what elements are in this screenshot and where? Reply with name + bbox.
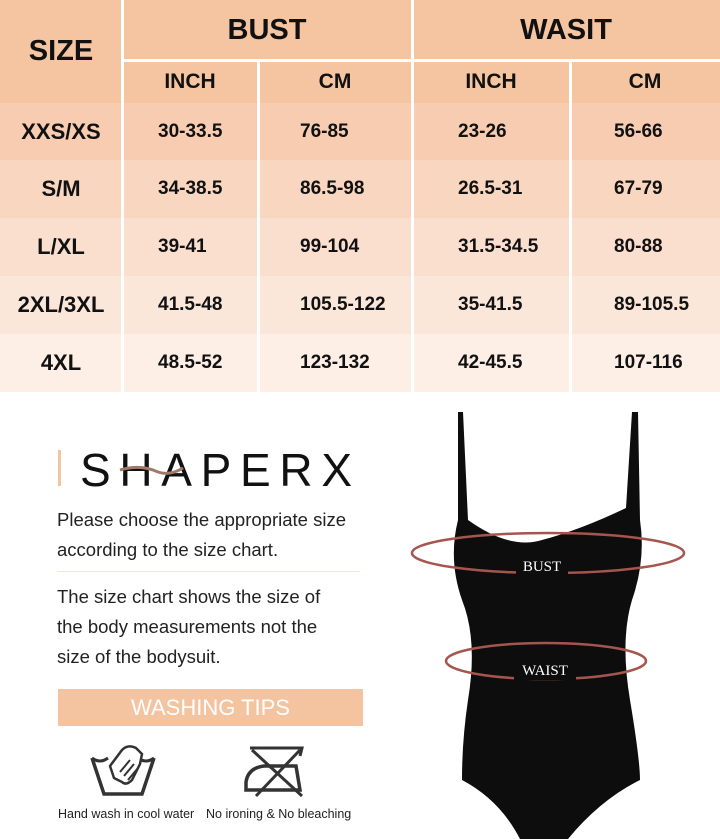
hand-wash-icon bbox=[88, 742, 158, 798]
column-divider bbox=[569, 60, 572, 392]
note-line-3: The size chart shows the size of bbox=[57, 586, 321, 607]
no-iron-icon bbox=[242, 746, 308, 798]
value-cell: 35-41.5 bbox=[412, 276, 570, 334]
value-cell: 107-116 bbox=[570, 334, 720, 392]
no-iron-label: No ironing & No bleaching bbox=[206, 807, 352, 821]
svg-text:SHAPERX: SHAPERX bbox=[80, 446, 355, 492]
brand-logo bbox=[58, 446, 358, 492]
value-cell: 89-105.5 bbox=[570, 276, 720, 334]
value-cell: 34-38.5 bbox=[122, 160, 258, 218]
hand-wash-label: Hand wash in cool water bbox=[58, 807, 195, 821]
size-header: SIZE bbox=[0, 0, 122, 103]
unit-header: INCH bbox=[122, 60, 258, 103]
value-cell: 48.5-52 bbox=[122, 334, 258, 392]
note-line-5: size of the bodysuit. bbox=[57, 646, 221, 667]
header-divider bbox=[122, 59, 720, 62]
value-cell: 67-79 bbox=[570, 160, 720, 218]
value-cell: 105.5-122 bbox=[258, 276, 412, 334]
column-divider bbox=[257, 60, 260, 392]
value-cell: 99-104 bbox=[258, 218, 412, 276]
unit-header: CM bbox=[258, 60, 412, 103]
value-cell: 123-132 bbox=[258, 334, 412, 392]
value-cell: 41.5-48 bbox=[122, 276, 258, 334]
unit-header: INCH bbox=[412, 60, 570, 103]
divider bbox=[57, 571, 360, 572]
value-cell: 31.5-34.5 bbox=[412, 218, 570, 276]
value-cell: 76-85 bbox=[258, 103, 412, 160]
value-cell: 39-41 bbox=[122, 218, 258, 276]
waist-header: WASIT bbox=[412, 0, 720, 60]
note-line-1: Please choose the appropriate size bbox=[57, 509, 346, 530]
size-cell: XXS/XS bbox=[0, 103, 122, 160]
size-cell: 4XL bbox=[0, 334, 122, 392]
note-line-2: according to the size chart. bbox=[57, 539, 279, 560]
bust-label: BUST bbox=[522, 559, 562, 575]
unit-header: CM bbox=[570, 60, 720, 103]
washing-tips-banner: WASHING TIPS bbox=[58, 689, 363, 726]
bodysuit-figure bbox=[400, 400, 720, 839]
value-cell: 26.5-31 bbox=[412, 160, 570, 218]
bust-header: BUST bbox=[122, 0, 412, 60]
note-line-4: the body measurements not the bbox=[57, 616, 318, 637]
value-cell: 30-33.5 bbox=[122, 103, 258, 160]
waist-label: WAIST bbox=[522, 663, 568, 679]
value-cell: 80-88 bbox=[570, 218, 720, 276]
size-cell: L/XL bbox=[0, 218, 122, 276]
size-cell: S/M bbox=[0, 160, 122, 218]
value-cell: 23-26 bbox=[412, 103, 570, 160]
size-cell: 2XL/3XL bbox=[0, 276, 122, 334]
value-cell: 42-45.5 bbox=[412, 334, 570, 392]
value-cell: 86.5-98 bbox=[258, 160, 412, 218]
size-chart-table bbox=[0, 0, 720, 392]
value-cell: 56-66 bbox=[570, 103, 720, 160]
